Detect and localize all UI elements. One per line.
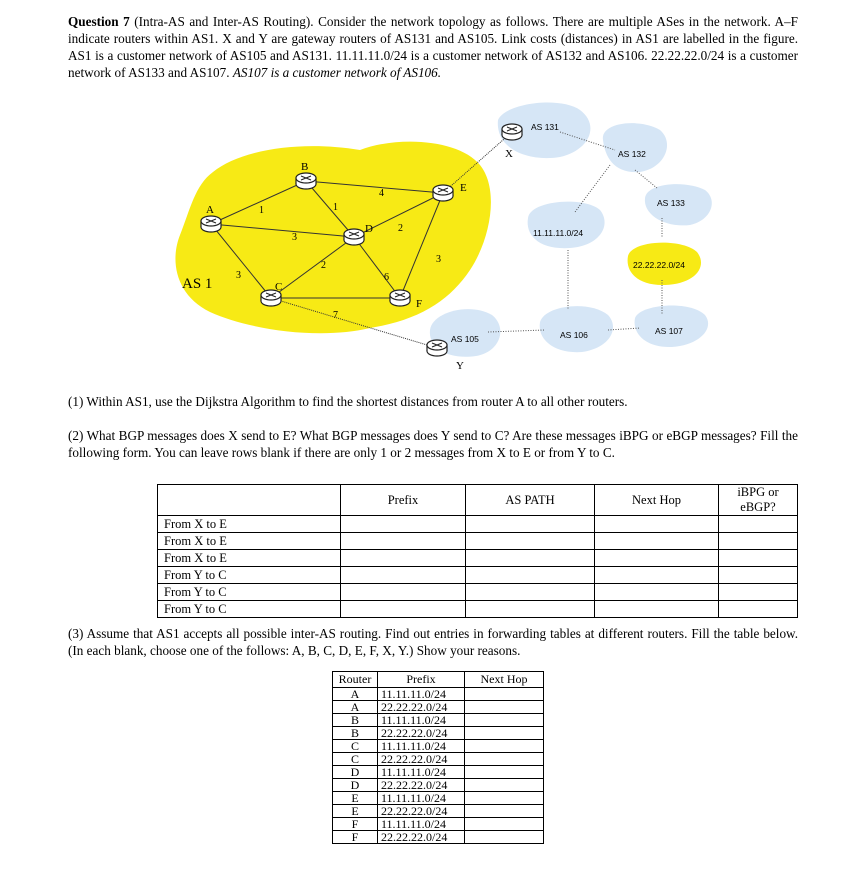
- question-intro-text: Consider the network topology as follows. There are multiple ASes in the network. A–F indicate routers within AS1. X and Y are gateway routers of AS131 and AS105. Link costs (distances) in AS1 are labelled in the figure. AS1 is a customer network of AS105 and AS131. 11.11.11.0/24 is a customer network of AS132 and AS106. 22.22.22.0/24 is a customer network of AS133 and AS107.: [68, 14, 799, 80]
- router-d: [344, 229, 364, 245]
- router-label-e: E: [460, 182, 467, 194]
- table-row: [158, 516, 798, 533]
- cost-c-f: 7: [333, 310, 338, 321]
- cost-c-d: 2: [321, 260, 326, 271]
- answer-cell[interactable]: [595, 601, 719, 618]
- table-row: [333, 766, 544, 779]
- fwd-header-router: Router: [333, 672, 378, 688]
- answer-cell[interactable]: [595, 516, 719, 533]
- router-label-d: D: [365, 223, 373, 235]
- table-row: [333, 753, 544, 766]
- fwd-router: D: [333, 779, 378, 792]
- answer-cell[interactable]: [719, 550, 798, 567]
- next-hop-cell[interactable]: [465, 766, 544, 779]
- fwd-header-next-hop: Next Hop: [465, 672, 544, 688]
- as1-label: AS 1: [182, 276, 213, 292]
- fwd-prefix: 22.22.22.0/24: [378, 805, 465, 818]
- bgp-row-label: From Y to C: [158, 567, 341, 584]
- router-label-c: C: [275, 281, 283, 293]
- answer-cell[interactable]: [466, 567, 595, 584]
- router-f: [390, 290, 410, 306]
- router-y: [427, 340, 447, 356]
- table-row: [333, 831, 544, 844]
- as132-label: AS 132: [618, 149, 646, 159]
- cost-d-e: 2: [398, 223, 403, 234]
- fwd-prefix: 22.22.22.0/24: [378, 831, 465, 844]
- next-hop-cell[interactable]: [465, 831, 544, 844]
- table-row: [333, 818, 544, 831]
- fwd-router: E: [333, 792, 378, 805]
- forwarding-table: [332, 671, 544, 844]
- table-row: [333, 805, 544, 818]
- table-row: [333, 727, 544, 740]
- bgp-row-label: From X to E: [158, 533, 341, 550]
- fwd-prefix: 22.22.22.0/24: [378, 701, 465, 714]
- next-hop-cell[interactable]: [465, 714, 544, 727]
- next-hop-cell[interactable]: [465, 701, 544, 714]
- answer-cell[interactable]: [595, 584, 719, 601]
- answer-cell[interactable]: [595, 567, 719, 584]
- next-hop-cell[interactable]: [465, 740, 544, 753]
- next-hop-cell[interactable]: [465, 805, 544, 818]
- table-row: [158, 601, 798, 618]
- question-title: Question 7: [68, 14, 130, 29]
- answer-cell[interactable]: [466, 533, 595, 550]
- as106-label: AS 106: [560, 330, 588, 340]
- router-label-a: A: [206, 204, 214, 216]
- cost-b-d: 1: [333, 202, 338, 213]
- cost-a-c: 3: [236, 270, 241, 281]
- answer-cell[interactable]: [719, 584, 798, 601]
- router-e: [433, 185, 453, 201]
- router-label-b: B: [301, 161, 309, 173]
- fwd-router: F: [333, 831, 378, 844]
- bgp-header-as-path: AS PATH: [466, 485, 595, 516]
- cost-e-f: 3: [436, 254, 441, 265]
- fwd-prefix: 11.11.11.0/24: [378, 818, 465, 831]
- answer-cell[interactable]: [466, 584, 595, 601]
- as105-label: AS 105: [451, 334, 479, 344]
- bgp-header-next-hop: Next Hop: [595, 485, 719, 516]
- cost-d-f: 6: [384, 272, 389, 283]
- network-topology-figure: [160, 95, 720, 385]
- table-row: [333, 779, 544, 792]
- answer-cell[interactable]: [341, 567, 466, 584]
- fwd-router: A: [333, 688, 378, 701]
- fwd-prefix: 11.11.11.0/24: [378, 688, 465, 701]
- answer-cell[interactable]: [595, 550, 719, 567]
- cost-a-b: 1: [259, 205, 264, 216]
- prefix2-label: 22.22.22.0/24: [633, 260, 685, 270]
- fwd-router: F: [333, 818, 378, 831]
- part3-text: (3) Assume that AS1 accepts all possible inter-AS routing. Find out entries in forwarding tables at different routers. Fill the table below. (In each blank, choose one of the follows: A, B, C, D, E, F, X, Y.) Show your reasons.: [68, 626, 798, 658]
- answer-cell[interactable]: [719, 601, 798, 618]
- fwd-router: C: [333, 740, 378, 753]
- as132-cloud: [603, 123, 667, 172]
- as131-label: AS 131: [531, 122, 559, 132]
- prefix1-label: 11.11.11.0/24: [533, 228, 584, 238]
- answer-cell[interactable]: [719, 516, 798, 533]
- fwd-router: B: [333, 714, 378, 727]
- answer-cell[interactable]: [341, 550, 466, 567]
- fwd-router: C: [333, 753, 378, 766]
- question-intro: [68, 13, 798, 81]
- router-label-f: F: [416, 298, 423, 310]
- as107-label: AS 107: [655, 326, 683, 336]
- fwd-prefix: 11.11.11.0/24: [378, 740, 465, 753]
- router-label-y: Y: [456, 360, 464, 372]
- next-hop-cell[interactable]: [465, 818, 544, 831]
- fwd-router: D: [333, 766, 378, 779]
- fwd-router: A: [333, 701, 378, 714]
- as1-region: [175, 142, 490, 334]
- fwd-prefix: 22.22.22.0/24: [378, 753, 465, 766]
- router-a: [201, 216, 221, 232]
- fwd-router: E: [333, 805, 378, 818]
- fwd-router: B: [333, 727, 378, 740]
- table-row: [158, 550, 798, 567]
- table-row: [333, 688, 544, 701]
- answer-cell[interactable]: [341, 533, 466, 550]
- answer-cell[interactable]: [719, 533, 798, 550]
- table-row: [158, 533, 798, 550]
- answer-cell[interactable]: [595, 533, 719, 550]
- next-hop-cell[interactable]: [465, 727, 544, 740]
- bgp-row-label: From X to E: [158, 516, 341, 533]
- cost-b-e: 4: [379, 188, 384, 199]
- question-subtitle: (Intra-AS and Inter-AS Routing).: [134, 14, 314, 29]
- answer-cell[interactable]: [466, 516, 595, 533]
- question-intro-italic: AS107 is a customer network of AS106.: [232, 65, 442, 80]
- table-row: [333, 792, 544, 805]
- cost-a-d: 3: [292, 232, 297, 243]
- bgp-row-label: From Y to C: [158, 601, 341, 618]
- next-hop-cell[interactable]: [465, 688, 544, 701]
- bgp-message-table: [157, 484, 798, 618]
- forwarding-table-body: [333, 688, 544, 844]
- fwd-prefix: 11.11.11.0/24: [378, 766, 465, 779]
- table-row: [333, 714, 544, 727]
- as133-label: AS 133: [657, 198, 685, 208]
- fwd-prefix: 11.11.11.0/24: [378, 714, 465, 727]
- table-row: [158, 567, 798, 584]
- table-row: [333, 701, 544, 714]
- next-hop-cell[interactable]: [465, 779, 544, 792]
- fwd-header-prefix: Prefix: [378, 672, 465, 688]
- table-row: [333, 740, 544, 753]
- router-b: [296, 173, 316, 189]
- router-x: [502, 124, 522, 140]
- answer-cell[interactable]: [466, 550, 595, 567]
- fwd-table-header: [333, 672, 544, 688]
- bgp-row-label: From X to E: [158, 550, 341, 567]
- bgp-header-ibgp-ebgp: iBPG or eBGP?: [719, 485, 798, 516]
- answer-cell[interactable]: [341, 584, 466, 601]
- bgp-header-empty: [158, 485, 341, 516]
- next-hop-cell[interactable]: [465, 753, 544, 766]
- answer-cell[interactable]: [719, 567, 798, 584]
- fwd-prefix: 11.11.11.0/24: [378, 792, 465, 805]
- prefix1-cloud: [528, 202, 605, 249]
- answer-cell[interactable]: [466, 601, 595, 618]
- fwd-prefix: 22.22.22.0/24: [378, 727, 465, 740]
- router-label-x: X: [505, 148, 513, 160]
- bgp-row-label: From Y to C: [158, 584, 341, 601]
- part2-text: (2) What BGP messages does X send to E? What BGP messages does Y send to C? Are these messages iBPG or eBGP messages? Fill the following form. You can leave rows blank if there are only 1 or 2 messages from X to E or from Y to C.: [68, 428, 798, 460]
- answer-cell[interactable]: [341, 516, 466, 533]
- next-hop-cell[interactable]: [465, 792, 544, 805]
- fwd-prefix: 22.22.22.0/24: [378, 779, 465, 792]
- part1-text: (1) Within AS1, use the Dijkstra Algorithm to find the shortest distances from router A to all other routers.: [68, 394, 628, 409]
- bgp-header-prefix: Prefix: [341, 485, 466, 516]
- answer-cell[interactable]: [341, 601, 466, 618]
- bgp-table-header: [158, 485, 798, 516]
- table-row: [158, 584, 798, 601]
